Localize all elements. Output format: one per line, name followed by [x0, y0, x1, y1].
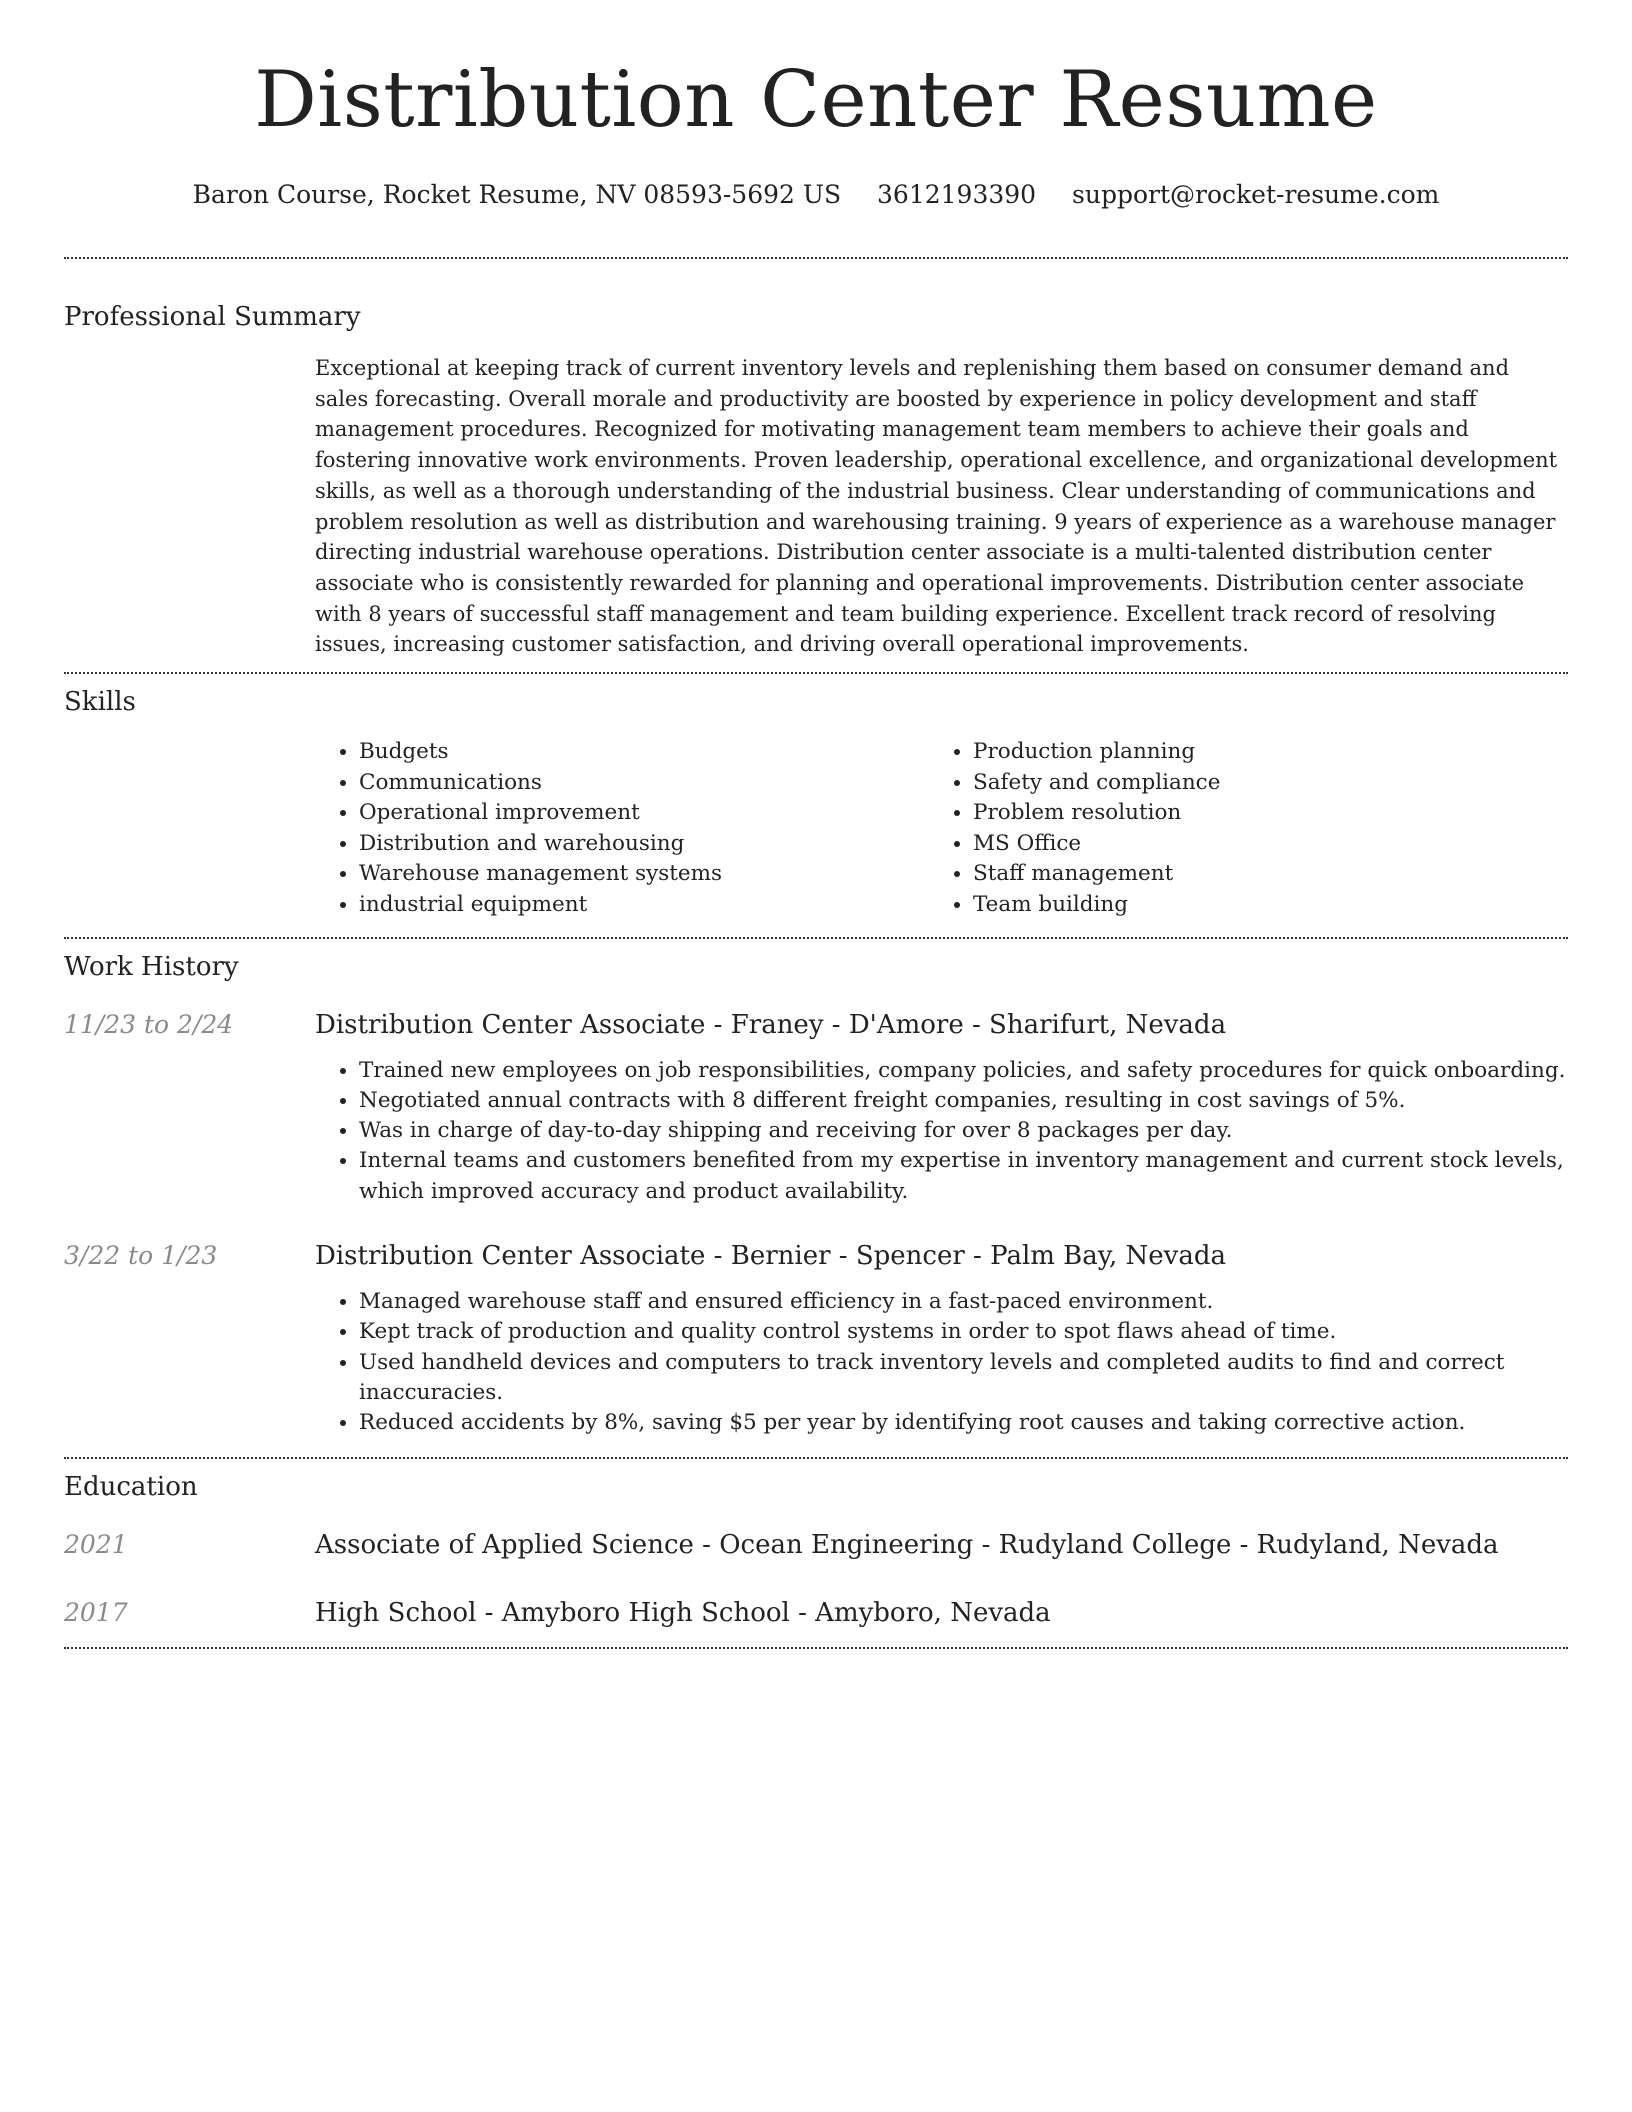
job-bullets — [315, 1287, 1568, 1438]
education-year: 2017 — [64, 1597, 128, 1627]
education-degree: High School — [315, 1597, 477, 1628]
skill-item: • Distribution and warehousing — [359, 829, 929, 860]
job-bullet: • Trained new employees on job responsibilities, company policies, and safety procedures for quick onboarding. — [359, 1056, 1568, 1086]
job-title: Distribution Center Associate — [315, 1241, 706, 1272]
job-bullet: • Was in charge of day-to-day shipping and receiving for over 8 packages per day. — [359, 1116, 1568, 1146]
job-entry — [64, 1008, 1568, 1207]
skills-list-right — [929, 737, 1543, 921]
job-dates: 3/22 to 1/23 — [64, 1241, 218, 1271]
job-bullet: • Internal teams and customers benefited from my expertise in inventory management and current stock levels, which improved accuracy and product availability. — [359, 1146, 1568, 1207]
skill-item: • Safety and compliance — [973, 768, 1543, 799]
education-heading: Education — [64, 1471, 198, 1502]
skill-item: • Warehouse management systems — [359, 859, 929, 890]
job-bullet: • Managed warehouse staff and ensured efficiency in a fast-paced environment. — [359, 1287, 1568, 1317]
education-degree: Associate of Applied Science - Ocean Engineering — [315, 1529, 974, 1560]
job-bullet: • Used handheld devices and computers to track inventory levels and completed audits to find and correct inaccuracies. — [359, 1348, 1568, 1409]
resume-page — [64, 0, 1568, 1649]
summary-heading: Professional Summary — [64, 302, 361, 332]
job-bullets — [315, 1056, 1568, 1207]
job-dates: 11/23 to 2/24 — [64, 1009, 234, 1039]
skill-item: • Communications — [359, 768, 929, 799]
job-company: - Bernier - Spencer - Palm Bay, Nevada — [705, 1241, 1227, 1272]
contact-phone: 3612193390 — [877, 180, 1037, 209]
divider — [64, 1647, 1568, 1649]
resume-title: Distribution Center Resume — [254, 55, 1378, 145]
skill-item: • industrial equipment — [359, 890, 929, 921]
skill-item: • Production planning — [973, 737, 1543, 768]
skill-item: • Operational improvement — [359, 798, 929, 829]
skill-item: • Team building — [973, 890, 1543, 921]
skill-item: • MS Office — [973, 829, 1543, 860]
education-section — [64, 1459, 1568, 1647]
skills-heading: Skills — [64, 687, 136, 718]
job-company: - Franey - D'Amore - Sharifurt, Nevada — [705, 1009, 1227, 1040]
skills-section — [64, 674, 1568, 937]
work-heading: Work History — [64, 951, 239, 982]
work-section — [64, 939, 1568, 1457]
skills-list-left — [315, 737, 929, 921]
skill-item: • Problem resolution — [973, 798, 1543, 829]
skill-item: • Budgets — [359, 737, 929, 768]
contact-email: support@rocket-resume.com — [1072, 180, 1440, 209]
education-school: - Amyboro High School - Amyboro, Nevada — [476, 1597, 1051, 1628]
job-entry — [64, 1239, 1568, 1456]
job-bullet: • Kept track of production and quality control systems in order to spot flaws ahead of time. — [359, 1317, 1568, 1347]
summary-section — [64, 259, 1568, 672]
job-title: Distribution Center Associate — [315, 1009, 706, 1040]
summary-text: Exceptional at keeping track of current inventory levels and replenishing them based on consumer demand and sales forecasting. Overall morale and productivity are boosted by experience in policy development and staff management procedures. Recognized for motivating management team members to achieve their goals and fostering innovative work environments. Proven leadership, operational excellence, and organizational development skills, as well as a thorough understanding of the industrial business. Clear understanding of communications and problem resolution as well as distribution and warehousing training. 9 years of experience as a warehouse manager directing industrial warehouse operations. Distribution center associate is a multi-talented distribution center associate who is consistently rewarded for planning and operational improvements. Distribution center associate with 8 years of successful staff management and team building experience. Excellent track record of resolving issues, increasing customer satisfaction, and driving overall operational improvements. — [315, 356, 1558, 657]
education-year: 2021 — [64, 1529, 128, 1559]
job-bullet: • Negotiated annual contracts with 8 different freight companies, resulting in cost savings of 5%. — [359, 1086, 1568, 1116]
job-bullet: • Reduced accidents by 8%, saving $5 per year by identifying root causes and taking corrective action. — [359, 1408, 1568, 1438]
education-entry — [64, 1596, 1568, 1647]
education-school: - Rudyland College - Rudyland, Nevada — [973, 1529, 1499, 1560]
education-entry — [64, 1528, 1568, 1562]
contact-address: Baron Course, Rocket Resume, NV 08593-5692 US — [192, 180, 842, 209]
contact-line — [64, 178, 1568, 212]
skill-item: • Staff management — [973, 859, 1543, 890]
